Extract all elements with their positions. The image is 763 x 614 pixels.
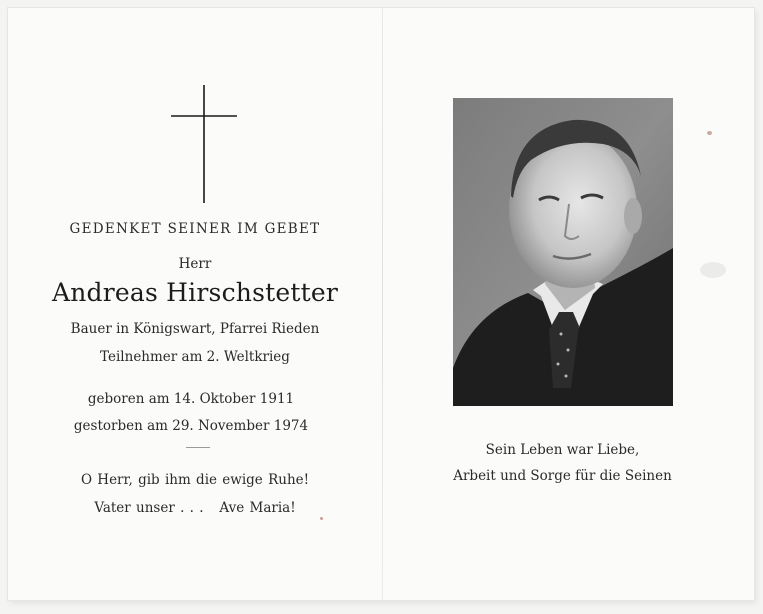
paper-blemish (707, 131, 712, 135)
service-line: Teilnehmer am 2. Weltkrieg (100, 349, 290, 365)
deceased-name: Andreas Hirschstetter (52, 278, 338, 307)
paper-blemish (700, 262, 726, 278)
quote-line-2: Arbeit und Sorge für die Seinen (453, 468, 672, 484)
separator (186, 447, 210, 448)
title-herr: Herr (178, 256, 212, 272)
paper-blemish (320, 517, 323, 520)
death-date: gestorben am 29. November 1974 (73, 418, 309, 434)
prayer-heading: GEDENKET SEINER IM GEBET (69, 221, 321, 237)
portrait-photo (453, 98, 673, 406)
birth-date: geboren am 14. Oktober 1911 (87, 391, 295, 407)
prayer-line-1: O Herr, gib ihm die ewige Ruhe! (80, 472, 310, 488)
occupation-line: Bauer in Königswart, Pfarrei Rieden (70, 321, 320, 337)
left-panel (8, 8, 382, 600)
quote-line-1: Sein Leben war Liebe, (485, 442, 640, 458)
cross-icon (171, 83, 237, 205)
card-fold (382, 8, 383, 600)
prayer-line-2: Vater unser . . . Ave Maria! (94, 500, 296, 516)
